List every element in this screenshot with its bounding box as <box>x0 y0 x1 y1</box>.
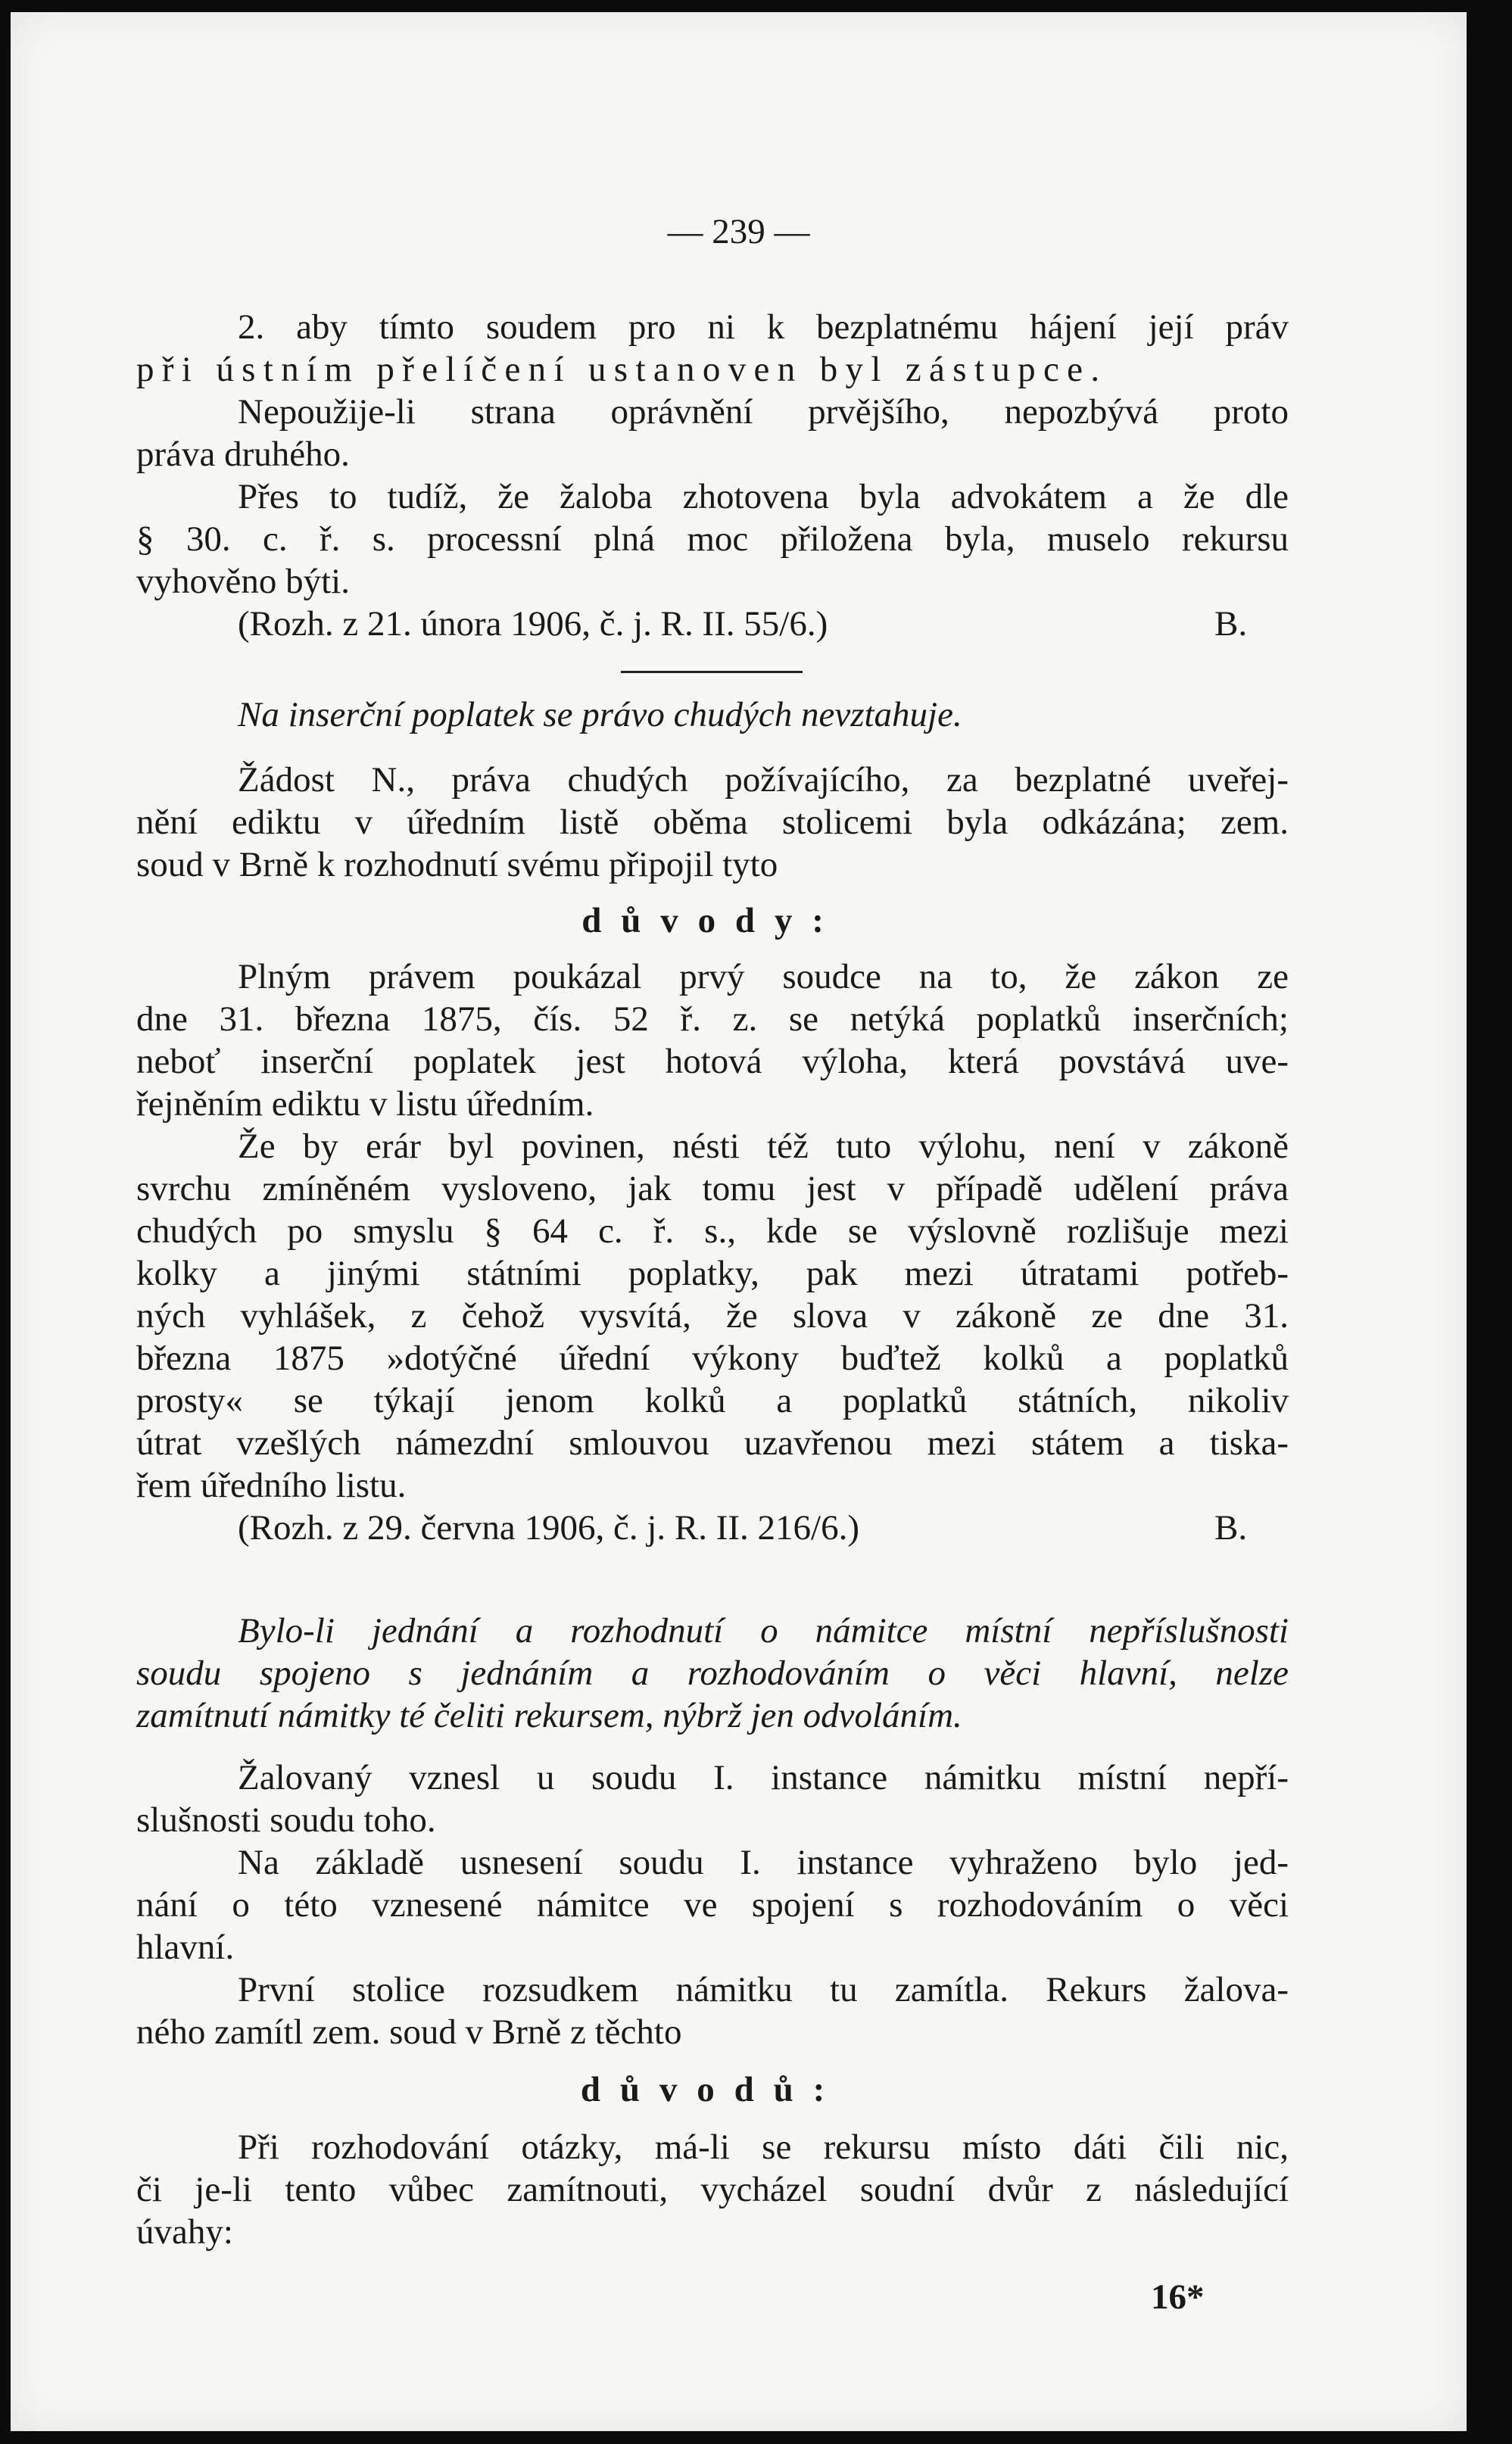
paragraph-line: března 1875 »dotýčné úřední výkony buďtež kolků a poplatků <box>136 1339 1289 1378</box>
paragraph-line: svrchu zmíněném vysloveno, jak tomu jest v případě udělení práva <box>136 1169 1289 1208</box>
paragraph-line: Při rozhodování otázky, má-li se rekursu místo dáti čili nic, <box>238 2128 1289 2167</box>
paragraph-line: řem úředního listu. <box>136 1466 407 1505</box>
citation: (Rozh. z 29. června 1906, č. j. R. II. 216/6.) <box>238 1508 859 1548</box>
document-page <box>11 12 1467 2431</box>
paragraph-line: řejněním ediktu v listu úředním. <box>136 1084 594 1124</box>
paragraph-line: práva druhého. <box>136 435 350 474</box>
section-heading-line: zamítnutí námitky té čeliti rekursem, nýbrž jen odvoláním. <box>136 1696 962 1735</box>
paragraph-line: ných vyhlášek, z čehož vysvítá, že slova v zákoně ze dne 31. <box>136 1296 1289 1336</box>
paragraph-line: Nepoužije-li strana oprávnění prvějšího, nepozbývá proto <box>238 392 1289 432</box>
paragraph-line: hlavní. <box>136 1928 235 1967</box>
paragraph-line: či je-li tento vůbec zamítnouti, vycházel soudní dvůr z následující <box>136 2170 1289 2209</box>
page-number: — 239 — <box>667 212 810 251</box>
paragraph-line: prosty« se týkají jenom kolků a poplatků státních, nikoliv <box>136 1381 1289 1420</box>
paragraph-line: neboť inserční poplatek jest hotová výloha, která povstává uve- <box>136 1042 1289 1081</box>
paragraph-line: nání o této vznesené námitce ve spojení s rozhodováním o věci <box>136 1885 1289 1925</box>
paragraph-line: dne 31. března 1875, čís. 52 ř. z. se netýká poplatků inserčních; <box>136 999 1289 1039</box>
section-heading: Na inserční poplatek se právo chudých nevztahuje. <box>238 695 962 734</box>
paragraph-line: ného zamítl zem. soud v Brně z těchto <box>136 2012 682 2052</box>
paragraph-line: chudých po smyslu § 64 c. ř. s., kde se výslovně rozlišuje mezi <box>136 1211 1289 1251</box>
paragraph-line: při ústním přelíčení ustanoven byl zástupce. <box>136 350 1108 389</box>
paragraph-line: Že by erár byl povinen, nésti též tuto výlohu, není v zákoně <box>238 1127 1289 1166</box>
reasons-title: důvodů: <box>580 2070 845 2109</box>
signature-mark: 16* <box>1151 2277 1205 2317</box>
paragraph-line: soud v Brně k rozhodnutí svému připojil tyto <box>136 845 778 884</box>
reasons-title: důvody: <box>581 901 843 940</box>
paragraph-line: kolky a jinými státními poplatky, pak mezi útratami potřeb- <box>136 1254 1289 1293</box>
paragraph-line: § 30. c. ř. s. processní plná moc přiložena byla, muselo rekursu <box>136 519 1289 559</box>
paragraph-line: Plným právem poukázal prvý soudce na to, že zákon ze <box>238 957 1289 996</box>
author-initial: B. <box>1214 604 1248 644</box>
section-heading-line: Bylo-li jednání a rozhodnutí o námitce místní nepříslušnosti <box>238 1611 1289 1651</box>
paragraph-line: První stolice rozsudkem námitku tu zamítla. Rekurs žalova- <box>238 1970 1289 2009</box>
paragraph-line: Žádost N., práva chudých požívajícího, za bezplatné uveřej- <box>238 760 1289 800</box>
paragraph-line: 2. aby tímto soudem pro ni k bezplatnému hájení její práv <box>238 307 1289 347</box>
section-heading-line: soudu spojeno s jednáním a rozhodováním o věci hlavní, nelze <box>136 1654 1289 1693</box>
paragraph-line: útrat vzešlých námezdní smlouvou uzavřenou mezi státem a tiska- <box>136 1423 1289 1463</box>
citation: (Rozh. z 21. února 1906, č. j. R. II. 55/6.) <box>238 604 828 644</box>
paragraph-line: úvahy: <box>136 2212 233 2252</box>
paragraph-line: nění ediktu v úředním listě oběma stolicemi byla odkázána; zem. <box>136 803 1289 842</box>
author-initial: B. <box>1214 1508 1248 1548</box>
paragraph-line: vyhověno býti. <box>136 562 350 601</box>
paragraph-line: Přes to tudíž, že žaloba zhotovena byla advokátem a že dle <box>238 477 1289 516</box>
paragraph-line: Na základě usnesení soudu I. instance vyhraženo bylo jed- <box>238 1843 1289 1882</box>
paragraph-line: slušnosti soudu toho. <box>136 1800 436 1840</box>
section-divider <box>621 671 803 673</box>
paragraph-line: Žalovaný vznesl u soudu I. instance námitku místní nepří- <box>238 1758 1289 1797</box>
